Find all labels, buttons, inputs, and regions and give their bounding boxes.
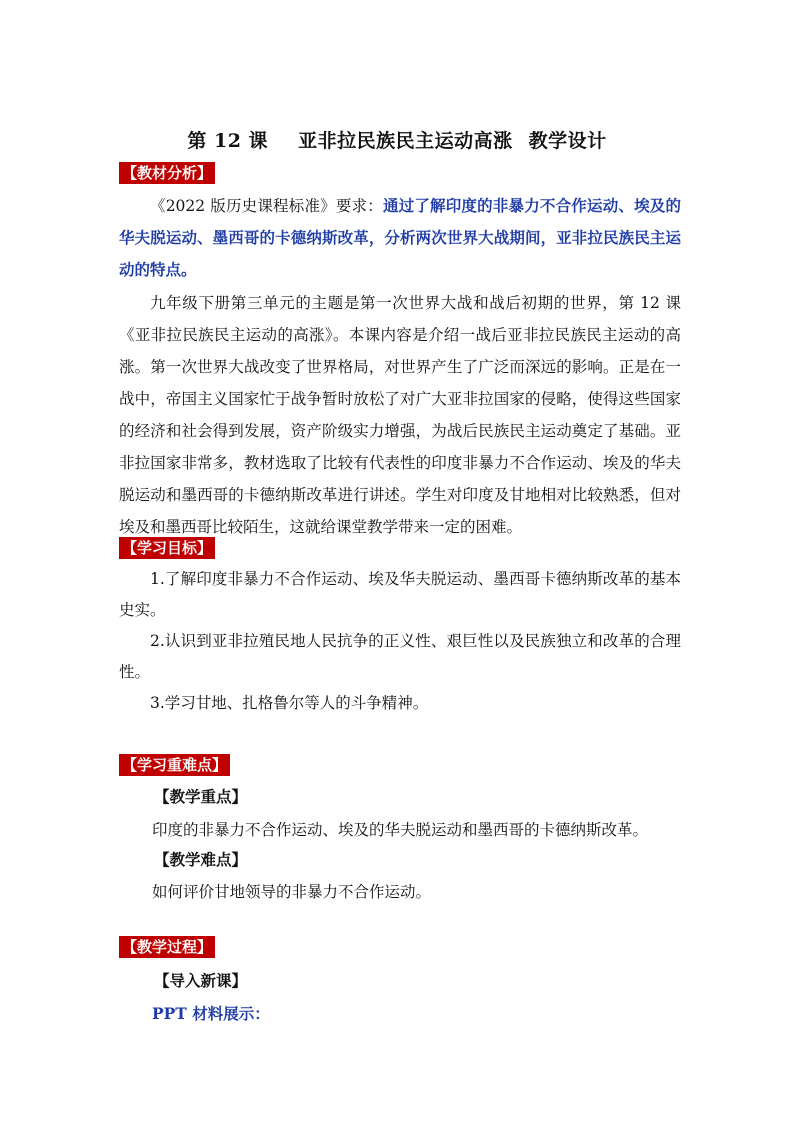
- teaching-difficulty-text: 如何评价甘地领导的非暴力不合作运动。: [152, 883, 432, 901]
- lesson-number: 第 12 课: [187, 130, 269, 152]
- section-tag-key-points: 【学习重难点】: [119, 754, 230, 776]
- section-tag-process: 【教学过程】: [119, 936, 215, 958]
- goal-item-1: 1.了解印度非暴力不合作运动、埃及华夫脱运动、墨西哥卡德纳斯改革的基本史实。: [119, 570, 681, 619]
- teaching-difficulty-label: 【教学难点】: [154, 850, 248, 869]
- section-tag-analysis: 【教材分析】: [119, 162, 215, 184]
- goal-item-2: 2.认识到亚非拉殖民地人民抗争的正义性、艰巨性以及民族独立和改革的合理性。: [119, 632, 681, 681]
- standard-intro: 《2022 版历史课程标准》要求：: [150, 197, 383, 215]
- teaching-focus-text: 印度的非暴力不合作运动、埃及的华夫脱运动和墨西哥的卡德纳斯改革。: [152, 821, 649, 839]
- lesson-kind: 教学设计: [528, 130, 607, 152]
- analysis-body-paragraph: 九年级下册第三单元的主题是第一次世界大战和战后初期的世界，第 12 课《亚非拉民族民主运动的高涨》。本课内容是介绍一战后亚非拉民族民主运动的高涨。第一次世界大战改变了世界格局，对世界产生了广泛而深远的影响。正是在一战中，帝国主义国家忙于战争暂时放松了对广大亚非拉国家的侵略，使得这些国家的经济和社会得到发展，资产阶级实力增强，为战后民族民主运动奠定了基础。亚非拉国家非常多，教材选取了比较有代表性的印度非暴力不合作运动、埃及的华夫脱运动和墨西哥的卡德纳斯改革进行讲述。学生对印度及甘地相对比较熟悉，但对埃及和墨西哥比较陌生，这就给课堂教学带来一定的困难。: [119, 294, 681, 536]
- intro-new-lesson-label: 【导入新课】: [154, 971, 248, 990]
- standard-requirement: 通过了解印度的非暴力不合作运动、埃及的华夫脱运动、墨西哥的卡德纳斯改革，分析两次世界大战期间，亚非拉民族民主运动的特点。: [119, 196, 681, 279]
- page-title: [0, 126, 794, 153]
- goal-item-3: 3.学习甘地、扎格鲁尔等人的斗争精神。: [150, 694, 429, 712]
- lesson-topic: 亚非拉民族民主运动高涨: [298, 130, 513, 152]
- ppt-material-label: PPT 材料展示：: [152, 1004, 270, 1023]
- teaching-focus-label: 【教学重点】: [154, 787, 248, 806]
- curriculum-standard-paragraph: [119, 190, 681, 286]
- section-tag-goals: 【学习目标】: [119, 537, 215, 559]
